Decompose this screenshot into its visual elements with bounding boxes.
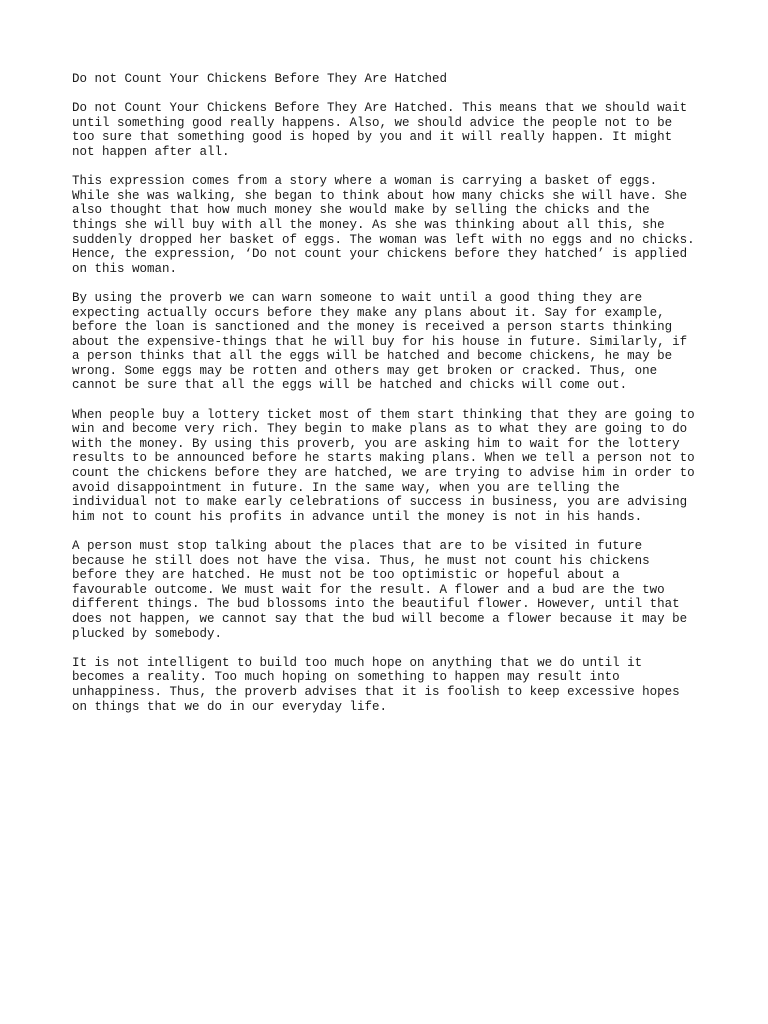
paragraph-line: does not happen, we cannot say that the bud will become a flower because it may be (72, 611, 688, 626)
paragraph-line: A person must stop talking about the places that are to be visited in future (72, 539, 643, 553)
paragraph-line: wrong. Some eggs may be rotten and others may get broken or cracked. Thus, one (72, 363, 658, 378)
paragraph-line: It is not intelligent to build too much hope on anything that we do until it (72, 655, 643, 670)
paragraph-line: becomes a reality. Too much hoping on something to happen may result into (72, 670, 620, 685)
paragraph-line: about the expensive-things that he will buy for his house in future. Similarly, if (72, 334, 688, 349)
paragraph-line: too sure that something good is hoped by you and it will really happen. It might (72, 130, 673, 145)
paragraph-line: results to be announced before he starts making plans. When we tell a person not to (72, 451, 695, 466)
paragraph-line: before the loan is sanctioned and the money is received a person starts thinking (72, 320, 673, 335)
paragraph-line: Do not Count Your Chickens Before They Are Hatched. This means that we should wait (72, 101, 688, 116)
paragraph-line: cannot be sure that all the eggs will be hatched and chicks will come out. (72, 378, 628, 393)
paragraph-line: individual not to make early celebrations of success in business, you are advising (72, 495, 688, 510)
paragraph (72, 101, 702, 159)
paragraph-line: before they are hatched. He must not be too optimistic or hopeful about a (72, 568, 620, 583)
paragraph-line: on things that we do in our everyday life. (72, 699, 388, 714)
paragraph-line: with the money. By using this proverb, you are asking him to wait for the lottery (72, 436, 680, 451)
document-body (72, 101, 702, 714)
paragraph-line: different things. The bud blossoms into the beautiful flower. However, until that (72, 597, 680, 612)
paragraph-line: things she will buy with all the money. As she was thinking about all this, she (72, 217, 665, 232)
paragraph-line: not happen after all. (72, 144, 230, 159)
paragraph-line: While she was walking, she began to think about how many chicks she will have. She (72, 188, 688, 203)
paragraph-line: until something good really happens. Also, we should advice the people not to be (72, 115, 673, 130)
paragraph-line: Hence, the expression, ‘Do not count your chickens before they hatched’ is applied (72, 247, 688, 262)
paragraph-line: plucked by somebody. (72, 626, 223, 641)
paragraph-line: avoid disappointment in future. In the same way, when you are telling the (72, 480, 620, 495)
paragraph-line: win and become very rich. They begin to make plans as to what they are going to do (72, 422, 688, 437)
paragraph-line: him not to count his profits in advance until the money is not in his hands. (72, 509, 643, 524)
paragraph-line: When people buy a lottery ticket most of them start thinking that they are going to (72, 407, 695, 422)
document-title: Do not Count Your Chickens Before They Are Hatched (72, 72, 448, 86)
paragraph (72, 291, 702, 393)
paragraph-line: suddenly dropped her basket of eggs. The woman was left with no eggs and no chicks. (72, 232, 695, 247)
paragraph-line: By using the proverb we can warn someone to wait until a good thing they are (72, 290, 643, 305)
paragraph-line: expecting actually occurs before they make any plans about it. Say for example, (72, 305, 665, 320)
paragraph-line: on this woman. (72, 261, 178, 276)
paragraph-line: count the chickens before they are hatched, we are trying to advise him in order to (72, 466, 695, 481)
paragraph-line: favourable outcome. We must wait for the result. A flower and a bud are the two (72, 582, 665, 597)
document-page (72, 72, 702, 729)
paragraph-line: unhappiness. Thus, the proverb advises that it is foolish to keep excessive hopes (72, 684, 680, 699)
paragraph-line: also thought that how much money she would make by selling the chicks and the (72, 203, 650, 218)
paragraph-line: This expression comes from a story where a woman is carrying a basket of eggs. (72, 174, 658, 189)
paragraph (72, 408, 702, 525)
paragraph (72, 656, 702, 714)
paragraph (72, 174, 702, 276)
paragraph-line: because he still does not have the visa. Thus, he must not count his chickens (72, 553, 650, 568)
paragraph (72, 539, 702, 641)
paragraph-line: a person thinks that all the eggs will be hatched and become chickens, he may be (72, 349, 673, 364)
